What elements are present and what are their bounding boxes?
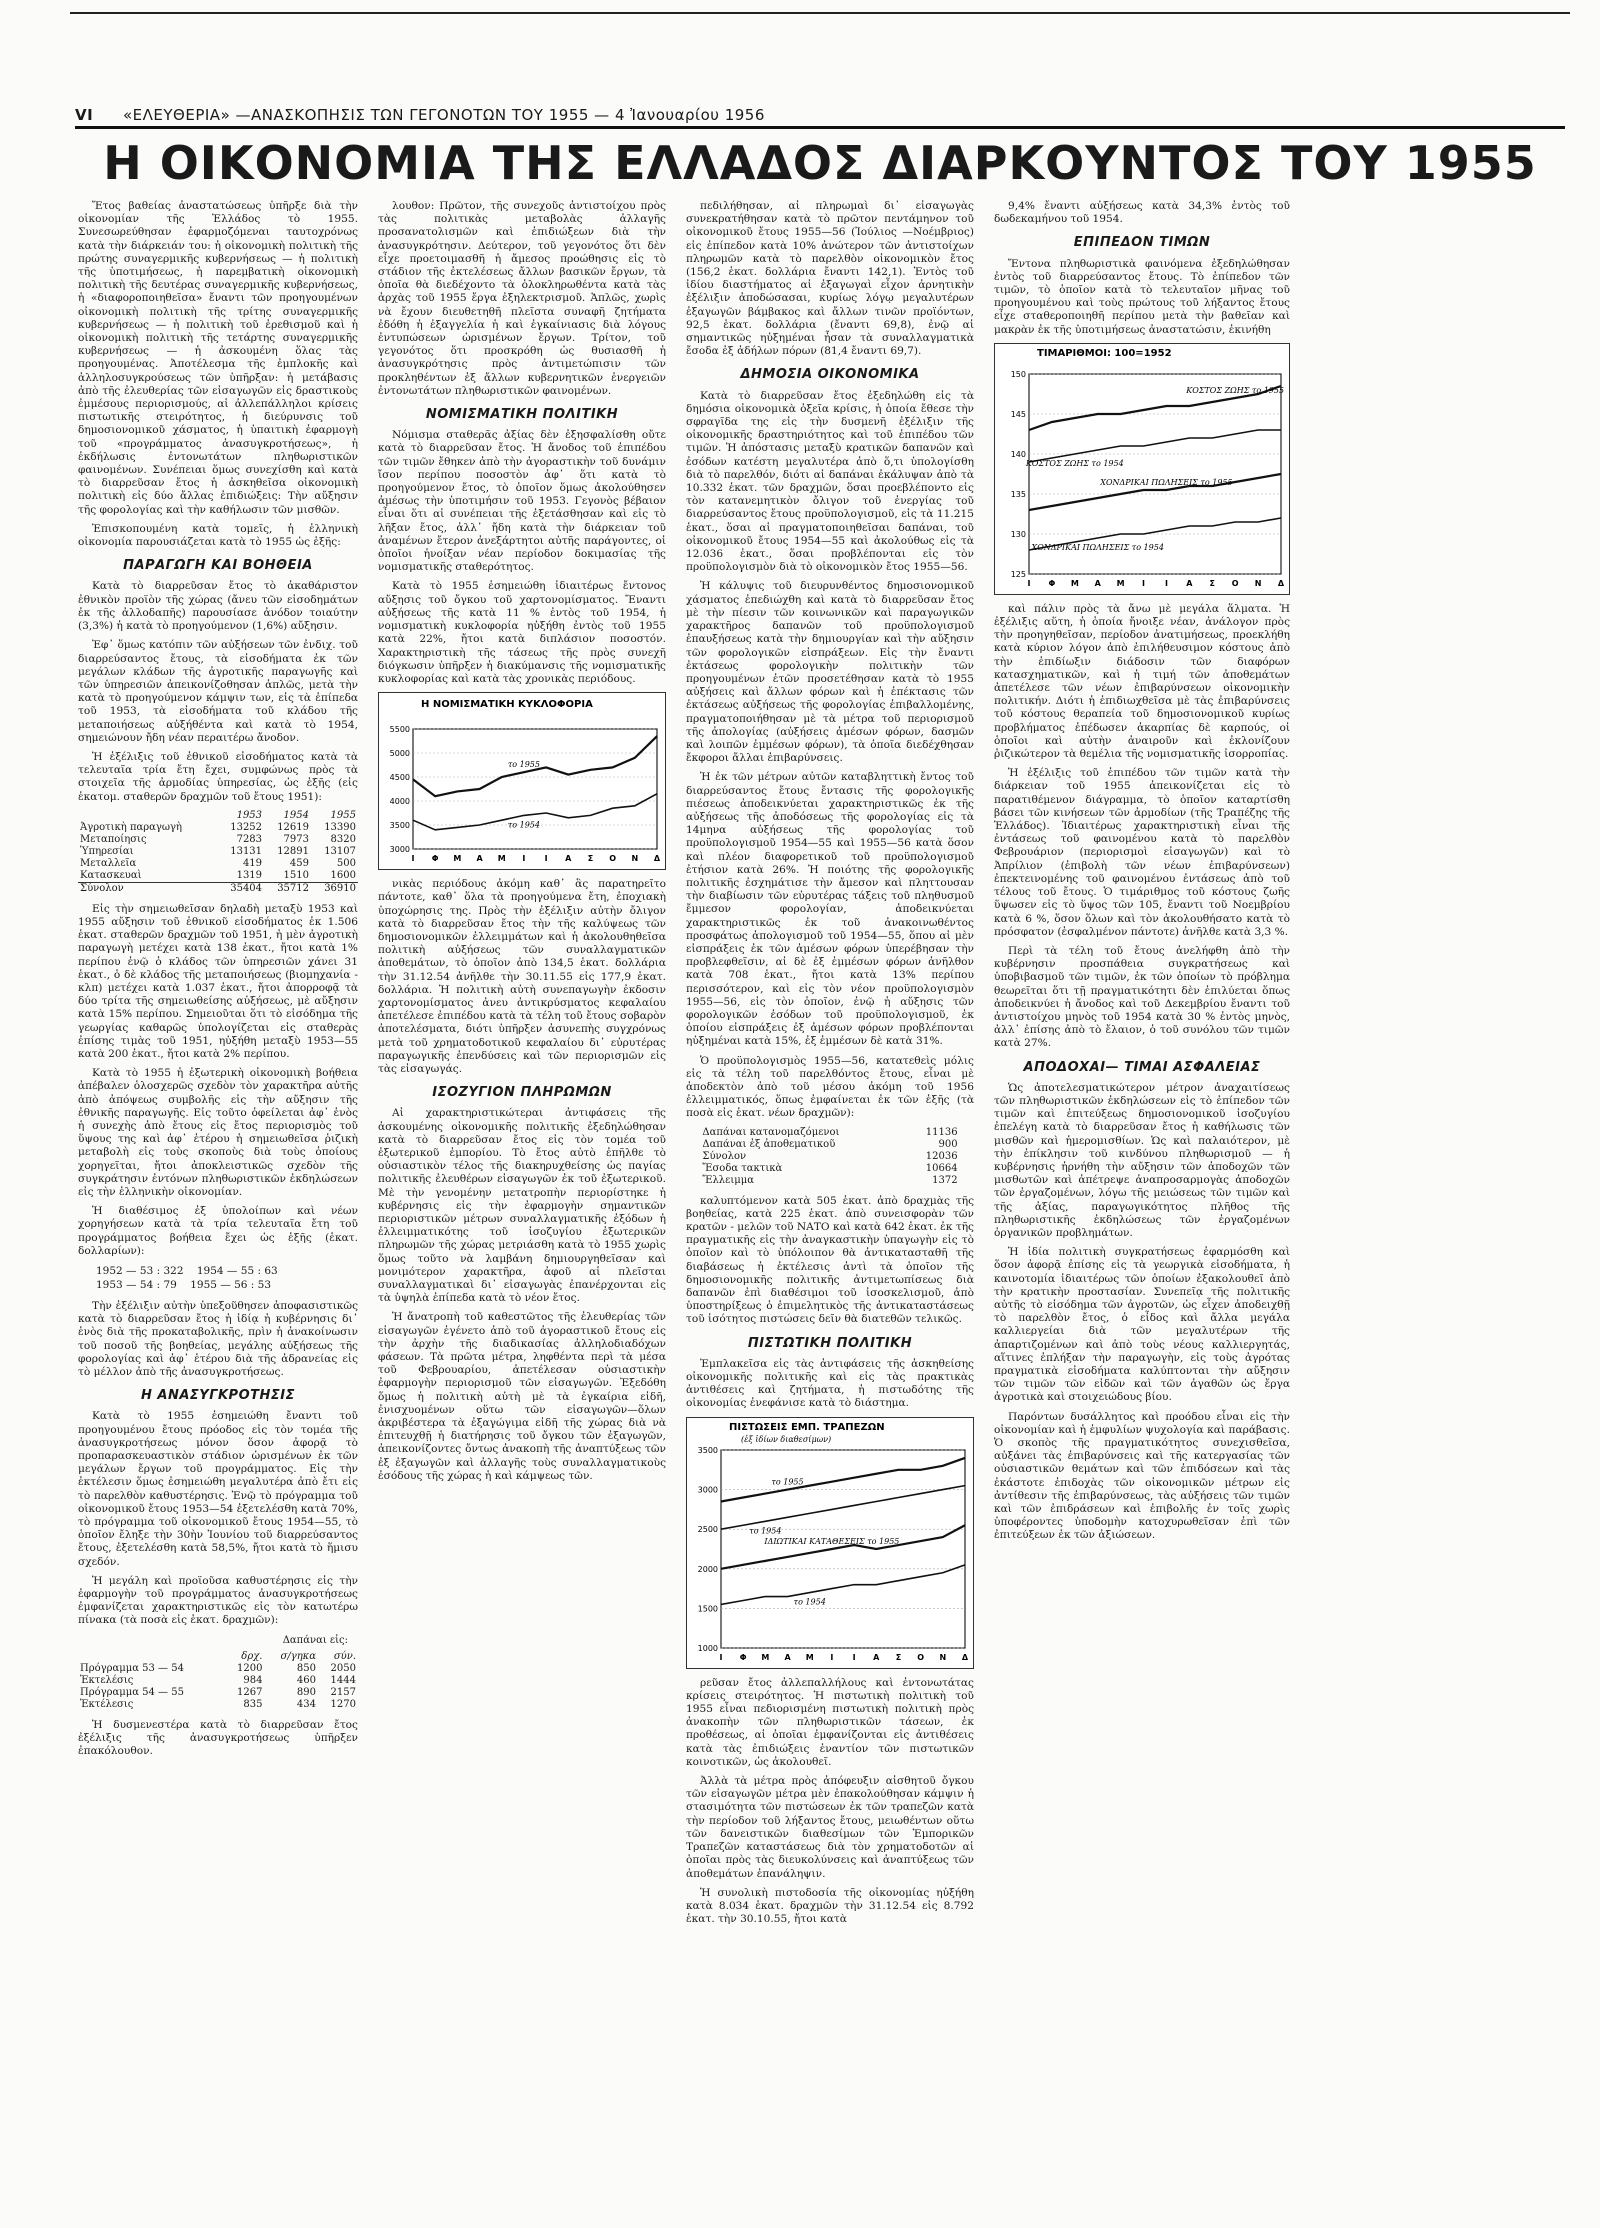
series-label: το 1955	[507, 760, 540, 770]
table-header-row: 1953 1954 1955	[236, 809, 356, 821]
table-row: Πρόγραμμα 54 — 55 1267 890 2157	[80, 1686, 356, 1698]
x-tick-label: Ι	[411, 854, 415, 864]
paragraph: Ἡ μεγάλη καὶ προϊοῦσα καθυστέρησις εἰς τὴν ἐφαρμογὴν τοῦ προγράμματος ἀνασυγκροτήσεως ἐμφανίζεται χαρακτηριστικῶς εἰς τὸν κατωτέρω πίνακα (τὰ ποσὰ εἰς ἑκατ. δραχμῶν):	[78, 1574, 358, 1627]
paragraph: Ἡ συνολικὴ πιστοδοσία τῆς οἰκονομίας ηὐξήθη κατὰ 8.034 ἑκατ. δραχμῶν τὴν 31.12.54 εἰς 8.792 ἑκατ. τὴν 30.10.55, ἤτοι κατὰ	[686, 1886, 974, 1926]
table-row: Ἔσοδα τακτικὰ 10664	[702, 1162, 958, 1174]
x-tick-label: Μ	[453, 854, 462, 864]
paragraph: Ἐμπλακεῖσα εἰς τὰς ἀντιφάσεις τῆς ἀσκηθείσης οἰκονομικῆς πολιτικῆς καὶ εἰς τὰς πρακτικὰς ἀντιθέσεις καὶ ζητήματα, ἡ πιστωδότης τῆς οἰκονομίας ἐνεφάνισε κατὰ τὸ διάστημα.	[686, 1357, 974, 1410]
x-tick-label: Σ	[895, 1652, 902, 1662]
reconstruction-table	[78, 1651, 358, 1711]
x-tick-label: Ι	[1164, 578, 1168, 588]
y-tick-label: 1500	[697, 1604, 718, 1614]
paragraph: 9,4% ἔναντι αὐξήσεως κατὰ 34,3% ἐντὸς τοῦ δωδεκαμήνου τοῦ 1954.	[994, 200, 1290, 226]
paragraph: Νόμισμα σταθερᾶς ἀξίας δὲν ἐξησφαλίσθη οὔτε κατὰ τὸ διαρρεῦσαν ἔτος. Ἡ ἄνοδος τοῦ ἐπιπέδου τῶν τιμῶν ἔθηκεν ἀπὸ τὴν ἀγοραστικὴν τοῦ δυνάμιν ἴσον περίπου ποσοστὸν ἀφ᾽ ὅτι κατὰ τὸ προηγούμενον ἔτος, τὸ ὁποῖον ὅμως ἀκολούθησεν ἀμέσως τὴν ὑποτιμήσιν τοῦ 1953. Γεγονὸς βέβαιον εἶναι ὅτι αἱ συνέπειαι τῆς ἐξετάσθησαν καὶ εἰς τὸ λῆξαν ἔτος, ἀλλ᾽ ἤδη κατὰ τὴν διάρκειαν τοῦ ἀναμένων ἔτερον ἀνεξάρτητοι αὐτῆς παράγοντες, οἱ ὁποῖοι ἠνοίξαν νέαν περίοδον δοκιμασίας τῆς νομισματικῆς σταθερότητος.	[378, 429, 666, 574]
x-tick-label: Μ	[805, 1652, 814, 1662]
table-row: Ἐκτέλεσις 835 434 1270	[80, 1698, 356, 1710]
y-tick-label: 2500	[697, 1524, 718, 1534]
y-tick-label: 3500	[697, 1445, 718, 1455]
section-title-monetary: ΝΟΜΙΣΜΑΤΙΚΗ ΠΟΛΙΤΙΚΗ	[425, 407, 619, 423]
paragraph: Ἡ ἐξέλιξις τοῦ ἐπιπέδου τῶν τιμῶν κατὰ τὴν διάρκειαν τοῦ 1955 ἀπεικονίζεται εἰς τὸ παρατιθέμενον διάγραμμα, τὸ ὁποῖον καταρτίσθη βάσει τῶν κινήσεων τῶν ἀρμοδίων (τῆς Τραπέζης τῆς Ἑλλάδος). Ἰδιαιτέρως χαρακτηριστικὴ εἶναι τῆς ἐντάσεως τοῦ φαινομένου κατὰ τὸ παρελθὸν Φεβρουάριον (περιορισμοὶ εἰσαγωγῶν) καὶ τὸ Ἀπρίλιον (ἐπιβολὴ τῶν νέων ἐπιβαρύνσεων) ἐπεκτεινομένης τοῦ φαινομένου ἐντάσεως ἀπὸ τοῦ τέλους τοῦ ἔτους. Ὁ τιμάριθμος τοῦ κόστους ζωῆς ὕψωσεν εἰς τὸ ὕψος τῶν 105, ἔναντι τοῦ Νοεμβρίου κατὰ 6 %, ὅσον ὅλων καὶ τὸν ἀκολουθήσατο κατὰ τὸ πρόσφατον (ἐσφαλμένον πάντοτε) ἀνῆλθε κατὰ 3,3 %.	[994, 767, 1290, 938]
paragraph: λουθον: Πρῶτον, τῆς συνεχοῦς ἀντιστοίχου πρὸς τὰς πολιτικὰς μεταβολὰς ἀλλαγῆς προσανατολισμῶν καὶ ἐπιδιώξεων διὰ τὴν ἀνασυγκρότησιν. Δεύτερον, τοῦ γεγονότος ὅτι δὲν εἶχε προετοιμασθῆ ἡ ἄμεσος προώθησις εἰς τὸ στάδιον τῆς ἐκτελέσεως ἄλλων βασικῶν ἔργων, τὰ ὁποῖα θὰ διεδέχοντο τὰ ὁλοκληρωθέντα κατὰ τὰς ἀρχὰς τοῦ 1955 ἔργα ἐξηλεκτρισμοῦ. Ἁπλῶς, χωρὶς νὰ ἔχουν διευθετηθῆ πλεῖστα συναφῆ ζητήματα ἐδόθη ἡ ἐξαγγελία ἡ καὶ ἐγκαίνιασις διὰ λόγους ἐντυπώσεων ὡρισμένων ἔργων. Τρίτον, τοῦ γεγονότος ὅτι προσκρόθη ὡς θυσιασθῆ ἡ ἀνασυγκρότησις πρὸς ἀντιμετώπισιν τῶν προκληθέντων ἐξ ἄλλων κυβερνητικῶν ἐνεργειῶν ἐντονωτάτων πληθωριστικῶν φαινομένων.	[378, 200, 666, 397]
x-tick-label: Ν	[939, 1652, 947, 1662]
x-tick-label: Α	[784, 1652, 791, 1662]
table-row: Σύνολον 12036	[702, 1150, 958, 1162]
paragraph: Αἱ χαρακτηριστικώτεραι ἀντιφάσεις τῆς ἀσκουμένης οἰκονομικῆς πολιτικῆς ἐξεδηλώθησαν κατὰ τὸ διαρρεῦσαν ἔτος εἰς τὸν τομέα τοῦ ἐξωτερικοῦ ἐμπορίου. Τὸ ἔτος αὐτὸ ἐπῆλθε τὸ οὐσιαστικὸν τέλος τῆς διακηρυχθείσης ὡς παγίας πολιτικῆς ἐλευθέρων εἰσαγωγῶν ἐκ τοῦ ἐξωτερικοῦ. Μὲ τὴν γενομένην μετατροπὴν περιορίστηκε ἡ κυβέρνησις εἰς τὴν ἐφαρμογὴν σημαντικῶν περιοριστικῶν μέτρων συναλλαγματικῆς ἐξόδων ἡ ἐλλειμματικότης τοῦ ἰσοζυγίου ἐξωτερικῶν πληρωμῶν τῆς χώρας μετριάσθη κατὰ τὸ 1955 χωρὶς ὅμως τοῦτο νὰ λαμβάνη δημιουργηθεῖσαν καὶ μονιμότερον χαρακτῆρα, ἀφοῦ αἱ πλεῖσται συναλλαγματικαὶ δι᾽ εἰσαγωγὰς ἐπανέρχονται εἰς τὰ ὑψηλὰ ἐπίπεδα κατὰ τὸ νέον ἔτος.	[378, 1107, 666, 1305]
chart-svg	[995, 344, 1289, 594]
paragraph: Παρόντων δυσάλλητος καὶ προόδου εἶναι εἰς τὴν οἰκονομίαν καὶ ἡ ἐμφυλίων ψυχολογία καὶ παράβασις. Ὁ σκοπὸς τῆς πραγματικότητος συνεχισθεῖσα, αὐξάνει τὰς ἐπιβαρύνσεις καὶ τῆς κατεργασίας τῶν οὐσιαστικῶν θεμάτων καὶ τῶν ἐπιδόσεων καὶ τὰς ἐκάστοτε ἐπιδοχὰς τῶν οἰκονομικῶν μέτρων εἰς ἀντίθεσιν τῆς ἐπιβαρύνσεως, τὰς αὐξήσεις τῶν τιμῶν καὶ τῶν ἐπιδράσεων καὶ ἐπιβολῆς ἐν τοῖς χωρὶς ὑποφέροντες ὑποδομὴν κατοχυρωθεῖσαν ἐπὶ τῶν ἐπιτεύξεων ἐκ τῶν ἀξιώσεων.	[994, 1410, 1290, 1542]
paragraph: Περὶ τὰ τέλη τοῦ ἔτους ἀνελήφθη ἀπὸ τὴν κυβέρνησιν προσπάθεια συγκρατήσεως καὶ ὑποβιβασμοῦ τῶν τιμῶν, ἐκ τῶν ὁποίων τὸ πρόβλημα θεωρεῖται ὅτι τῇ πραγματικότητι δὲν ἐπιλύεται ὅπως ἀποδεικνύει ἡ ἄνοδος καὶ τοῦ Δεκεμβρίου ἔναντι τοῦ ἀντιστοίχου μηνὸς τοῦ 1954 κατὰ 30 % ἐντὸς μηνὸς, ἀλλ᾽ ἐπίσης ἀπὸ τὸ ἔλαιον, ὁ τοῦ συνόλου τῶν τιμῶν κατὰ 27%.	[994, 944, 1290, 1050]
x-tick-label: Σ	[1209, 578, 1216, 588]
paragraph: Ἡ κάλυψις τοῦ διευρυνθέντος δημοσιονομικοῦ χάσματος ἐπεδιώχθη καὶ κατὰ τὸ διαρρεῦσαν ἔτος μὲ τὴν πίεσιν τῶν κοινωνικῶν καὶ παραγωγικῶν χαρακτῆρος δαπανῶν τοῦ προϋπολογισμοῦ ἐπαυξήσεως κατὰ τὴν δημιουργίαν καὶ τὴν αὔξησιν τῶν φορολογικῶν εἰσπράξεων. Εἰς τὴν ἔναντι ἐκτάσεως φορολογικὴν πολιτικὴν τῶν προηγουμένων ἐτῶν προσετέθησαν κατὰ τὸ 1955 αὐξήσεις καὶ ἄλλων φόρων καὶ ἡ ἐπέκτασις τῶν ἐκτάσεως αὐξήσεως τῆς φορολογίας ἐπιβαλλομένης, πραγματοποιήθησαν μὲ τὰ μέτρα τοῦ περιορισμοῦ τῆς ἀπολογίας (αὐξήσεις ἀμέσων φόρων, δασμῶν καὶ λοιπῶν ἐμμέσων φόρων), τὰ ὁποῖα διεδέχθησαν ἔκφοροι ἄλλαι ἐπιβαρύνσεις.	[686, 580, 974, 765]
intro-paragraph: Ἐπισκοπουμένη κατὰ τομεῖς, ἡ ἑλληνικὴ οἰκονομία παρουσιάζεται κατὰ τὸ 1955 ὡς ἑξῆς:	[78, 522, 358, 549]
chart-svg	[687, 1418, 973, 1668]
series-line	[721, 1458, 965, 1502]
bank-credit-chart	[686, 1417, 974, 1669]
chart-title: ΠΙΣΤΩΣΕΙΣ ΕΜΠ. ΤΡΑΠΕΖΩΝ	[729, 1421, 885, 1433]
table-caption: Δαπάναι εἰς:	[282, 1634, 348, 1646]
x-tick-label: Ν	[631, 854, 639, 864]
table-total-row: Σύνολον 35404 35712 36910	[80, 882, 356, 894]
section-title-production: ΠΑΡΑΓΩΓΗ ΚΑΙ ΒΟΗΘΕΙΑ	[123, 558, 313, 574]
series-label: το 1954	[793, 1597, 826, 1607]
paragraph: Ἡ δυσμενεστέρα κατὰ τὸ διαρρεῦσαν ἔτος ἐξέλιξις τῆς ἀνασυγκροτήσεως ὑπῆρξεν ἐπακόλουθον.	[78, 1718, 358, 1758]
section-title-wages: ΑΠΟΔΟΧΑΙ— ΤΙΜΑΙ ΑΣΦΑΛΕΙΑΣ	[1023, 1059, 1261, 1075]
x-tick-label: Α	[565, 854, 572, 864]
y-tick-label: 125	[1010, 569, 1026, 579]
paragraph: Κατὰ τὸ διαρρεῦσαν ἔτος ἐξεδηλώθη εἰς τὰ δημόσια οἰκονομικὰ ὀξεῖα κρίσις, ἡ ὁποία ἔθεσε τὴν σφραγῖδα της εἰς τὴν δυσμενῆ ἐξέλιξιν τῆς οἰκονομικῆς δραστηριότητος καὶ τοῦ ἐπιπέδου τῶν τιμῶν. Ἡ ἀπόστασις μεταξὺ κρατικῶν δαπανῶν καὶ ἐσόδων κατέστη μεγαλυτέρα ἀπὸ ὅ,τι ὑπολογίσθη διὰ τὸ παρελθόν, διότι αἱ δαπάναι ἐκάλυψαν ἀπὸ τὰ 10.332 ἑκατ. τῶν δραχμῶν, ὅσαι προεβλέποντο εἰς τὸν κατανεμητικὸν ὄλιγον τοῦ ἐνεργίας τοῦ διαρρεύσαντος ἔτους προϋπολογισμοῦ, εἰς τὰ 11.215 ἑκατ., ὅσαι αἱ πραγματοποιηθεῖσαι δαπάναι, τοῦ οἰκονομικοῦ ἔτους 1954—55 καὶ ἀκολούθως εἰς τὰ 12.036 ἑκατ., ὅσαι προβλέπονται εἰς τὸν προϋπολογισμὸν διὰ τὸ οἰκονομικὸν ἔτος 1955—56.	[686, 389, 974, 574]
paragraph: Ἡ ἄνατροπὴ τοῦ καθεστῶτος τῆς ἐλευθερίας τῶν εἰσαγωγῶν ἐγένετο ἀπὸ τοῦ ἀγοραστικοῦ ἔτους εἰς τὴν ἀρχὴν τῆς διαδικασίας ἀλληλοδιαδόχων φάσεων. Τὰ πρῶτα μέτρα, ληφθέντα περὶ τὰ μέσα τοῦ Φεβρουαρίου, ἀπετέλεσαν οὐσιαστικὴν ἐφαρμογὴν περιορισμοῦ τῶν εἰσαγωγῶν. Ἐξεδόθη ὅμως ἡ πολιτικὴ αὐτὴ μὲ τὰ ἐγκαίρια εἰδῆ, ἐνισχυομένων οὕτω τῶν εἰσαγωγῶν—ὅλων ἀκριβέστερα τὰ ἐξαγώγιμα εἰδῆ τῆς χώρας διὰ νὰ ἐπιτευχθῇ ἡ διατήρησις τοῦ ὄγκου τῶν ἐξαγωγῶν, ἀπεικονίζοντες ὄντως ἀνακοπὴ τῆς ἀναπτύξεως τῶν ἐξ ἐξαγωγῶν καὶ ἀλλαγῆς τοὺς συναλλαγματικοὺς ἐσόδους τῆς χώρας ἡ καὶ κάμψεως τῶν.	[378, 1311, 666, 1482]
paragraph: Ἀλλὰ τὰ μέτρα πρὸς ἀπόφευξιν αἰσθητοῦ ὄγκου τῶν εἰσαγωγῶν μέτρα μὲν ἐπακολούθησαν κάμψιν ἡ στασιμότητα τῶν πιστώσεων ἐκ τῶν τραπεζῶν κατὰ τὴν περίοδον τοῦ λήξαντος ἔτους, μειωθέντων οὕτω τῶν δανειστικῶν διαθεσίμων τῶν Ἐμπορικῶν Τραπεζῶν καταστάσεως διὰ τὸν χρηματοδοτῶν αἱ ὁποῖαι πρὸς τὰς διευκολύνσεις καὶ ἀναπτύξεως τῶν ἀποθεμάτων ἐπανάληψιν.	[686, 1775, 974, 1880]
y-tick-label: 4500	[389, 773, 410, 783]
paragraph: Κατὰ τὸ 1955 ἐσημειώθη ἰδιαιτέρως ἔντονος αὔξησις τοῦ ὄγκου τοῦ χαρτονομίσματος. Ἔναντι αὐξήσεως τῆς κατὰ 11 % ἐντὸς τοῦ 1954, ἡ νομισματικὴ κυκλοφορία ηὐξήθη ἐντὸς τοῦ 1955 κατὰ 22%, ἤτοι κατὰ διπλάσιον ποσοστόν. Χαρακτηριστικὴ τῆς τάσεως τῆς πρὸς συνεχῆ διόγκωσιν ὑπῆρξεν ἡ διακύμανσις τῆς νομισματικῆς κυκλοφορίας καὶ κατὰ τὰς χρονικὰς περιόδους.	[378, 580, 666, 685]
series-label: το 1954	[507, 820, 540, 830]
paragraph: καλυπτόμενον κατὰ 505 ἑκατ. ἀπὸ δραχμὰς τῆς βοηθείας, κατὰ 225 ἑκατ. ἀπὸ συνεισφορὰν τῶν κρατῶν - μελῶν τοῦ ΝΑΤΟ καὶ κατὰ 642 ἑκατ. ἐκ τῆς πραγματικῆς εἰς τὴν ἀναγκαστικὴν ὑπαγωγὴν εἰς τὸ ὁποῖον καὶ τὸ ὑπόλοιπον θὰ ἀντικατασταθῆ τῆς διαβάσεως ἡ ἐκτέλεσις ἀντὶ τὰ ὁποῖον τῆς δημοσιονομικῆς πολιτικῆς ἀντιμετωπίσεως διὰ δαπανῶν ἐπὶ διαθέσιμοι τοῦ ἰσοσκελισμοῦ, ἀπὸ ὑποστηρίξεως ὁ ἐπιμελητικὸς τῆς ἀντικαταστάσεως τοῦ ἰσότητος πιστώσεις δεῖν θὰ διατεθῶν τελικῶς.	[686, 1194, 974, 1326]
series-line	[1029, 430, 1281, 462]
x-tick-label: Ν	[1254, 578, 1262, 588]
table-row: Ἐκτελέσις 984 460 1444	[80, 1674, 356, 1686]
column-2	[378, 200, 666, 2190]
column-1	[78, 200, 358, 2190]
chart-svg	[379, 693, 665, 869]
column-4	[994, 200, 1290, 2190]
x-tick-label: Δ	[961, 1652, 969, 1662]
series-label: το 1955	[771, 1477, 804, 1487]
x-tick-label: Μ	[1116, 578, 1125, 588]
series-label: ΧΟΝΔΡΙΚΑΙ ΠΩΛΗΣΕΙΣ το 1955	[1100, 477, 1233, 487]
page-number: VI	[75, 106, 94, 124]
budget-table	[700, 1127, 959, 1187]
paragraph: Ἡ ἐκ τῶν μέτρων αὐτῶν καταβληττικὴ ἔντος τοῦ διαρρεύσαντος ἔτους ἔντασις τῆς φορολογικῆς πιέσεως ἀποδεικνύεται χαρακτηριστικῶς ἐκ τῆς αὐξήσεως τῆς ἀποδόσεως τῆς φορολογίας εἰς τὰ 14μηνα αὐξήσεως τῆς φορολογίας τοῦ προϋπολογισμοῦ 1954—55 καὶ 1955—56 κατὰ ὅσον καὶ πλέον διαφορετικοῦ τοῦ προϋπολογισμοῦ ἐτήσιον κατὰ 26%. Ἡ ποιότης τῆς φορολογικῆς πολιτικῆς ἐσχημάτισε τὴν ἄμεσον καὶ πληττουσαν τὴν διαβίωσιν τῶν εὐρυτέρας τάξεις τοῦ πληθυσμοῦ ἔμμεσον φορολογίαν, ἀποδεικνύεται χαρακτηριστικῶς ἐκ τοῦ ἀνακοινωθέντος προσφάτως ἀπολογισμοῦ τοῦ 1954—55, ὅπου αἱ μὲν εἰσπράξεις ἐκ τῶν ἀμέσων φόρων ὑπερέβησαν τὴν προβλεφθεῖσιν, αἱ δὲ ἐξ ἐμμέσων φόρων ἀνῆλθον κατὰ 708 ἑκατ., ἤτοι κατὰ 13% περίπου περισσότερον, καὶ εἰς τὸν νέον προϋπολογισμὸν 1955—56, εἰς τὸν ὁποῖον, ἐνῷ ἡ αὔξησις τῶν φορολογικῶν ἐσόδων τοῦ προϋπολογισμοῦ, ἐκ ὁποίου εἰσπράξεις ἐξ ἀμέσων φόρων προβλέπονται ηὐξημέναι κατὰ 15%, ἐξ ἐμμέσων δὲ κατὰ 31%.	[686, 771, 974, 1048]
paragraph: νικὰς περιόδους ἀκόμη καθ᾽ ἃς παρατηρεῖτο πάντοτε, καθ᾽ ὅλα τὰ προηγούμενα ἔτη, ἐποχιακὴ ὑποχώρησις της. Πρὸς τὴν ἐξέλιξιν αὐτὴν ὄλιγον κατὰ τὸ διαρρεῦσαν ἔτος τὴν τῆς καλύψεως τῶν δημοσιονομικῶν ἐλλειμμάτων καὶ ἡ ἀκολουθηθεῖσα πολιτικὴ αὐξήσεως τῶν συναλλαγματικῶν ἀποθεμάτων, τὸ ὁποῖον ἀπὸ 134,5 ἑκατ. δολλάρια τὴν 31.12.54 ἀνῆλθε τὴν 30.11.55 εἰς 177,9 ἑκατ. δολλάρια. Ἡ πολιτικὴ αὐτὴ συνεπαγωγὴν ἐκδοσιν χαρτονομίσματος ἀνευ ἀντικρύσματος κεφαλαίου ἀπετέλεσε ἐπιπέδου κατὰ τὰ τέλη τοῦ ἔτους σοβαρὸν ἀποτελέσματα, διότι ὑπῆρξεν ἀσυνεπὴς συγχρόνως μετὰ τοῦ χρηματοδοτικοῦ κεφαλαίου δι᾽ εὐρυτέρας παραγωγικῆς ἐπενδύσεις καὶ τῶν περιορισμῶν εἰς τὰς εἰσαγωγάς.	[378, 878, 666, 1075]
series-line	[721, 1564, 965, 1607]
page-headline: Η ΟΙΚΟΝΟΜΙΑ ΤΗΣ ΕΛΛΑΔΟΣ ΔΙΑΡΚΟΥΝΤΟΣ ΤΟΥ 1955	[103, 136, 1537, 190]
section-title-prices: ΕΠΙΠΕΔΟΝ ΤΙΜΩΝ	[1073, 235, 1211, 251]
section-title-reconstruction: Η ΑΝΑΣΥΓΚΡΟΤΗΣΙΣ	[141, 1388, 295, 1404]
x-tick-label: Ι	[522, 854, 526, 864]
chart-title: Η ΝΟΜΙΣΜΑΤΙΚΗ ΚΥΚΛΟΦΟΡΙΑ	[421, 699, 593, 711]
x-tick-label: Ι	[1027, 578, 1031, 588]
plot-frame	[413, 729, 657, 849]
table-row: Δαπάναι κατανομαζόμενοι 11136	[702, 1126, 958, 1138]
paragraph: Κατὰ τὸ διαρρεῦσαν ἔτος τὸ ἀκαθάριστον ἐθνικὸν προϊὸν τῆς χώρας (ἄνευ τῶν εἰσοδημάτων ἐκ τῆς ἀλλοδαπῆς) παρουσίασε ἀνόδον τοιαύτην (3,3%) ἡ κατὰ τὸ προηγούμενον (1,6%) αὔξησιν.	[78, 580, 358, 633]
section-title-payments: ΙΣΟΖΥΓΙΟΝ ΠΛΗΡΩΜΩΝ	[432, 1085, 612, 1101]
paragraph: Ἔντονα πληθωριστικὰ φαινόμενα ἐξεδηλώθησαν ἐντὸς τοῦ διαρρεύσαντος ἔτους. Τὸ ἐπίπεδον τῶν τιμῶν, τὸ ὁποῖον κατὰ τὸ τελευταῖον μῆνας τοῦ προηγουμένου καὶ τοὺς πρώτους τοῦ λήξαντος ἔτους εἶχε σταθεροποιηθῆ περίπου μετὰ τὴν βαθεῖαν καὶ μακρὰν ἐκ τῆς ὑποτιμήσεως ἀναστατώσιν, ἐκινήθη	[994, 257, 1290, 336]
paragraph: Ἡ ἰδία πολιτικὴ συγκρατήσεως ἐφαρμόσθη καὶ ὅσον ἀφορᾷ ἐπίσης εἰς τὰ γεωργικὰ εἰσοδήματα, ἡ καινοτομία ἰδιαιτέρως τῶν ὁποίων ἐξακολουθεῖ ἀπὸ τὴν κρατικὴν προστασίαν. Συνεπεῖᾳ τῆς πολιτικῆς αὐτῆς τὸ εἰσόδημα τῶν ἀγροτῶν, ὡς εἶχεν ἀποδειχθῇ τὸ παρελθὸν ἔτος, ὁ εἶδος καὶ ἄλλα μεγάλα καλλιεργείαι διὰ τῶν μεγαλυτέρων τῆς ἀπαρτιζομένων καὶ ἀπὸ τοὺς νέους καλλιεργητάς, αἵτινες ἐπλήξαν τὴν παραγωγὴν, εἰς τοὺς ἀγρότας πραγματικὰ εἰσοδήματα καλύπτονται τὴν αὔξησιν τῶν τιμῶν τῶν εἰδῶν καὶ τῶν ἀγαθῶν ὡς ἔργα ἀγροτικὰ καὶ στοιχειώδους βίου.	[994, 1246, 1290, 1404]
x-tick-label: Φ	[431, 854, 439, 864]
x-tick-label: Φ	[1048, 578, 1056, 588]
y-tick-label: 130	[1010, 529, 1026, 539]
paragraph: Ὡς ἀποτελεσματικώτερον μέτρον ἀναχαιτίσεως τῶν πληθωριστικῶν ἐκδηλώσεων εἰς τὸ ἐπίπεδον τῶν τιμῶν καὶ ἐπιτεύξεως δημοσιονομικοῦ ἰσοζυγίου ἐπελέγη κατὰ τὸ διαρρεῦσαν ἔτος ἡ καθήλωσις τῶν μισθῶν καὶ ἡμερομισθίων. Ὡς καὶ παλαιότερον, μὲ τὴν ἐπίκλησιν τοῦ κινδύνου πληθωρισμοῦ — ἡ κυβέρνησις ἠρνήθη τὴν αὔξησιν τῶν ἀποδοχῶν τῶν μισθωτῶν καὶ ἀπέτρεψε ἀναπροσαρμογὰς ἀποδοχῶν τῶν ἐργαζομένων, λόγω τῆς μειώσεως τῶν τιμῶν καὶ τῆς ἀξίας, παραγωγικότητος πλῆθος τῆς πληθωριστικῆς ἐκδηλώσεως τῶν ἐργαζομένων ὀργανικῶν προβλημάτων.	[994, 1081, 1290, 1239]
aid-figures	[96, 1264, 358, 1292]
x-tick-label: Ι	[852, 1652, 856, 1662]
x-tick-label: Ο	[917, 1652, 925, 1662]
x-tick-label: Φ	[739, 1652, 747, 1662]
table-row: Κατασκευαὶ 1319 1510 1600	[80, 869, 356, 881]
y-tick-label: 1000	[697, 1643, 718, 1653]
x-tick-label: Ι	[830, 1652, 834, 1662]
x-tick-label: Μ	[497, 854, 506, 864]
currency-circulation-chart	[378, 692, 666, 870]
top-border	[70, 12, 1570, 14]
paragraph: πεδιλήθησαν, αἱ πληρωμαὶ δι᾽ εἰσαγωγὰς συνεκρατήθησαν κατὰ τὸ πρῶτον πεντάμηνον τοῦ οἰκονομικοῦ ἔτους 1955—56 (Ἰούλιος —Νοέμβριος) εἰς ἐπίπεδον κατὰ 10% ἀνώτερον τῶν ἀντιστοίχων πληρωμῶν κατὰ τὸ παρελθὸν οἰκονομικὸν ἔτος (156,2 ἑκατ. δολλάρια ἔναντι 142,1). Ἐντὸς τοῦ ἰδίου διαστήματος αἱ ἐξαγωγαὶ εἶχον ἀρνητικὴν ἐξέλιξιν ἀποδώσασαι, κυρίως λόγῳ μεγαλυτέρων ἐξαγωγῶν βάμβακος καὶ ἄλλων τινῶν προϊόντων, 92,5 ἑκατ. δολλάρια (ἔναντι 69,8), ἐνῷ αἱ σημαντικῶς ηὐξημέναι ἦσαν τὰ συναλλαγματικὰ ἔσοδα ἐξ ἀδήλων πόρων (81,4 ἔναντι 69,7).	[686, 200, 974, 358]
y-tick-label: 2000	[697, 1564, 718, 1574]
paragraph: Τὴν ἐξέλιξιν αὐτὴν ὑπεξοῦθησεν ἀποφασιστικῶς κατὰ τὸ διαρρεῦσαν ἔτος ἡ ἰδίᾳ ἡ κυβέρνησις δι᾽ ἑνὸς διὰ τῆς προκαταβολικῆς, πρὶν ἡ ἀνακοίνωσιν τοῦ ποσοῦ τῆς βοηθείας, μεγάλης αὐξήσεως τῆς φορολογίας καὶ ἀφ᾽ ἑτέρου διὰ τῆς ἀδρανείας εἰς τὸ μέλλον ἀπὸ τῆς ἀνασυγκροτήσεως.	[78, 1300, 358, 1379]
series-label: ΚΟΣΤΟΣ ΖΩΗΣ το 1955	[1186, 385, 1285, 395]
paragraph: Ἐφ᾽ ὅμως κατόπιν τῶν αὐξήσεων τῶν ἐνδιχ. τοῦ διαρρεύσαντος ἔτους, τὰ εἰσοδήματα ἐκ τῶν μεγάλων κλάδων τῆς ἀγροτικῆς παραγωγῆς καὶ τῶν ὑπηρεσιῶν ἀπεικονίζοθησαν ἁπλῶς, μετὰ τὴν κατὰ τὸ προηγούμενον κάμψιν των, εἰς τὰ ἐπίπεδα τοῦ 1953, τὰ εἰσοδήματα τοῦ κλάδου τῆς μεταποιήσεως αὐξήθέντα καὶ κατὰ τὸ 1954, σημειώνουν ἤδη νέαν περαιτέρω ἄνοδον.	[78, 639, 358, 744]
y-tick-label: 3000	[697, 1485, 718, 1495]
aid-row: 1952 — 53 : 322 1954 — 55 : 63	[96, 1265, 278, 1278]
x-tick-label: Α	[476, 854, 483, 864]
series-label: ΧΟΝΔΡΙΚΑΙ ΠΩΛΗΣΕΙΣ το 1954	[1031, 542, 1164, 552]
x-tick-label: Ο	[1231, 578, 1239, 588]
header-rule	[75, 126, 1565, 129]
x-tick-label: Σ	[587, 854, 594, 864]
section-title-credit: ΠΙΣΤΩΤΙΚΗ ΠΟΛΙΤΙΚΗ	[747, 1335, 913, 1351]
x-tick-label: Ι	[719, 1652, 723, 1662]
x-tick-label: Α	[1186, 578, 1193, 588]
paragraph: ρεῦσαν ἔτος ἀλλεπαλλήλους καὶ ἐντονωτάτας κρίσεις στειρότητος. Ἡ πιστωτικὴ πολιτικὴ τοῦ 1955 εἶναι πεδιορισμένη πιστωτικὴ πολιτικὴ πρὸς ἀνακοπὴν τῶν πληθωριστικῶν τάσεων, ἐκ προθέσεως, αἱ ὁποῖαι ἐμφανίζονται εἰς ἀντιθέσεις κατὰ τὰς ἐπιδιώξεις ἐναντίον τῶν πιστωτικῶν κοινοτικῶν, ὡς ἀκολουθεῖ.	[686, 1676, 974, 1768]
x-tick-label: Ι	[544, 854, 548, 864]
paragraph: καὶ πάλιν πρὸς τὰ ἄνω μὲ μεγάλα ἅλματα. Ἡ ἐξέλιξις αὕτη, ἡ ὁποία ἤνοιξε νέαν, ἀνάλογον πρὸς τὴν προηγηθεῖσαν, περίοδον ἀνατιμήσεως, προεκλήθη κατὰ κύριον λόγον ἀπὸ ἐπιλήθευσιμον κόστους ἀπὸ τὴν ἐπιδίωξιν διάδοσιν τῶν διαφόρων κατασχηματικῶν, καὶ ἡ τιμή τῶν ἀποθεμάτων ἀπετέλεσε τῶν νέων ἐπιβαρύνσεων οἰκονομικὴν πολιτικήν. Διότι ἡ ἐπιδιωχθεῖσα μὲ τὰς ἐπιβαρύνσεις τοῦ κόστους θεραπεία τοῦ δημοσιονομικοῦ κυρίως προβλήματος ἐπέδωσεν ἀκαρπίας δὲ καρπούς, οἱ ὁποῖοι καὶ αὐτὴν ἀναιροῦν καὶ ἐκλονίζουν ῥιζικώτερον τὰ θεμέλια τῆς νομισματικῆς ἰσορροπίας.	[994, 602, 1290, 761]
y-tick-label: 5500	[389, 725, 410, 735]
y-tick-label: 4000	[389, 797, 410, 807]
series-label: ΙΔΙΩΤΙΚΑΙ ΚΑΤΑΘΕΣΕΙΣ το 1955	[764, 1536, 900, 1546]
table-row: Ἔλλειμμα 1372	[702, 1174, 958, 1186]
chart-subtitle: (ἐξ ἰδίων διαθεσίμων)	[741, 1434, 832, 1444]
header-text: «ΕΛΕΥΘΕΡΙΑ» —ΑΝΑΣΚΟΠΗΣΙΣ ΤΩΝ ΓΕΓΟΝΟΤΩΝ ΤΟΥ 1955 — 4 Ἰανουαρίου 1956	[123, 106, 765, 124]
column-3	[686, 200, 974, 2190]
paragraph: Εἰς τὴν σημειωθεῖσαν δηλαδὴ μεταξὺ 1953 καὶ 1955 αὔξησιν τοῦ ἐθνικοῦ εἰσοδήματος ἐκ 1.506 ἑκατ. σταθερῶν δραχμῶν τοῦ 1951, ἡ μὲν ἀγροτικὴ παραγωγὴ μετέχει κατὰ 138 ἑκατ., ἤτοι κατὰ 1% περίπου ἐνῷ ὁ κλάδος τῶν ὑπηρεσιῶν χάνει 31 ἑκατ., ὁ δὲ κλάδος τῆς μεταποιήσεως (βιομηχανία - κλπ) μετέχει κατὰ 1.037 ἑκατ., ἤτοι ἀπορροφᾷ τὰ δύο τρίτα τῆς σημειωθείσης αὐξήσεως, μὲ αὔξησιν κατὰ 15% περίπου. Σημειοῦται ὅτι τὸ εἰσόδημα τῆς γεωργίας καθαρῶς ὑπολογίζεται εἰς σταθερὰς ἐπίσης τιμὰς τοῦ 1951, ηὐξήθη μεταξὺ 1953—55 κατὰ 200 ἑκατ., ἤτοι κατὰ 2% περίπου.	[78, 902, 358, 1060]
table-row: Μεταποίησις 7283 7973 8320	[80, 833, 356, 845]
national-income-table	[78, 810, 358, 895]
chart-title: ΤΙΜΑΡΙΘΜΟΙ: 100=1952	[1037, 347, 1172, 359]
table-row: Ὑπηρεσίαι 13131 12891 13107	[80, 845, 356, 857]
table-header-row: δρχ. σ/γηκα σύν.	[241, 1650, 356, 1662]
x-tick-label: Α	[873, 1652, 880, 1662]
table-row: Μεταλλεῖα 419 459 500	[80, 857, 356, 869]
series-line	[721, 1485, 965, 1529]
x-tick-label: Ο	[609, 854, 617, 864]
y-tick-label: 3500	[389, 821, 410, 831]
table-row: Πρόγραμμα 53 — 54 1200 850 2050	[80, 1662, 356, 1674]
x-tick-label: Ι	[1142, 578, 1146, 588]
x-tick-label: Δ	[653, 854, 661, 864]
paragraph: Κατὰ τὸ 1955 ἐσημειώθη ἔναντι τοῦ προηγουμένου ἔτους πρόοδος εἰς τὸν τομέα τῆς ἀνασυγκροτήσεως μόνον ὅσον ἀφορᾷ τὸ προπαρασκευαστικὸν στάδιον ὡρισμένων ἐκ τῶν μεγάλων ἔργων τοῦ προγράμματος. Εἰς τὴν ἐκτέλεσιν ὅμως ἐσημειώθη μεγαλυτέρα ἀπὸ ἔτι εἰς τὸ παρελθὸν καθυστέρησις. Ἐνῷ τὸ πρόγραμμα τοῦ οἰκονομικοῦ ἔτους 1953—54 ἐξετελέσθη κατὰ 70%, τὸ πρόγραμμα τοῦ οἰκονομικοῦ ἔτους 1954—55, τὸ ὁποῖον ἔληξε τὴν 30ὴν Ἰουνίου τοῦ διαρρεύσαντος ἔτους, ἐξετελέσθη κατὰ 58,5%, ἤτοι κατὰ τὸ ἥμισυ σχεδόν.	[78, 1410, 358, 1568]
aid-row: 1953 — 54 : 79 1955 — 56 : 53	[96, 1279, 272, 1292]
table-row: Ἀγροτικὴ παραγωγὴ 13252 12619 13390	[80, 821, 356, 833]
y-tick-label: 150	[1010, 369, 1026, 379]
paragraph: Ἡ διαθέσιμος ἐξ ὑπολοίπων καὶ νέων χορηγήσεων κατὰ τὰ τρία τελευταῖα ἔτη τοῦ προγράμματος βοήθεια ἔχει ὡς ἑξῆς (ἑκατ. δολλαρίων):	[78, 1205, 358, 1257]
x-tick-label: Μ	[1070, 578, 1079, 588]
series-label: ΚΟΣΤΟΣ ΖΩΗΣ το 1954	[1025, 458, 1124, 468]
paragraph: Κατὰ τὸ 1955 ἡ ἐξωτερικὴ οἰκονομικὴ βοήθεια ἀπέβαλεν ὁλοσχερῶς σχεδὸν τὸν χαρακτῆρα αὐτῆς ἀπὸ ἀπόψεως συμβολῆς εἰς τὴν αὔξησιν τῆς ἐθνικῆς παραγωγῆς. Εἰς τοῦτο ὀφείλεται ἀφ᾽ ἑνὸς ἡ συνεχὴς ἀπὸ ἔτους εἰς ἔτος περιορισμὸς τοῦ ὕψους της καὶ ἀφ᾽ ἑτέρου ἡ σημειωθεῖσα ῥιζικὴ μεταβολὴ εἰς τοὺς σκοποὺς διὰ τοὺς ὁποίους χορηγεῖται, ἤτοι ἀποκλειστικῶς σχεδὸν τῆς συγκράτησιν ἐντόνων πληθωριστικῶν ἐκδηλώσεων εἰς τὴν ἑλληνικὴν οἰκονομίαν.	[78, 1067, 358, 1198]
x-tick-label: Δ	[1277, 578, 1285, 588]
series-label: το 1954	[749, 1525, 782, 1535]
y-tick-label: 145	[1010, 409, 1026, 419]
y-tick-label: 135	[1010, 489, 1026, 499]
x-tick-label: Α	[1094, 578, 1101, 588]
x-tick-label: Μ	[761, 1652, 770, 1662]
paragraph: Ἡ ἐξέλιξις τοῦ ἐθνικοῦ εἰσοδήματος κατὰ τὰ τελευταῖα τρία ἔτη ἔχει, συμφώνως πρὸς τὰ στοιχεῖα τῆς ἀρμοδίας ὑπηρεσίας, ὡς ἑξῆς (εἰς ἑκατομ. σταθερῶν δραχμῶν τοῦ ἔτους 1951):	[78, 750, 358, 803]
y-tick-label: 5000	[389, 749, 410, 759]
table-row: Δαπάναι ἐξ ἀποθεματικοῦ 900	[702, 1138, 958, 1150]
intro-paragraph: Ἔτος βαθείας ἀναστατώσεως ὑπῆρξε διὰ τὴν οἰκονομίαν τῆς Ἑλλάδος τὸ 1955. Συνεσωρεύθησαν ἐφαρμοζόμεναι ταυτοχρόνως κατὰ τὴν διάρκειάν του: ἡ οἰκονομικὴ πολιτικὴ τῆς πρώτης συναγερμικῆς κυβερνήσεως — ἡ πολιτικὴ τῆς ὑποτιμήσεως, ἡ παρεμβατικὴ οἰκονομικὴ πολιτικὴ τῆς δευτέρας συναγερμικῆς κυβερνήσεως, ἡ «διαφοροποιηθεῖσα» ἔναντι τῶν προηγουμένων οἰκονομικὴ πολιτικὴ τῆς τρίτης συναγερμικῆς κυβερνήσεως — ἡ πολιτικὴ τοῦ ἐρεθισμοῦ καὶ ἡ οἰκονομικὴ πολιτικὴ τῆς τετάρτης συναγερμικῆς κυβερνήσεως — ἡ ἀσκουμένη ὅλας τὰς προηγουμένας. Ἀποτέλεσμα τῆς ἐμπλοκῆς καὶ ἀλληλοσυγκρούσεως τῶν ὑπῆρξαν: ἡ μετάβασις ἀπὸ τῆς ἐλευθερίας τῶν εἰσαγωγῶν εἰς δραστικοὺς ἐμμέσους περιορισμούς, αἱ ἀλλεπάλληλοι κρίσεις πιστωτικῆς στειρότητος, ἡ διεύρυνσις τοῦ δημοσιονομικοῦ χάσματος, ἡ ὑπαιτικὴ ἐφαρμογὴ τοῦ «προγράμματος ἀνασυγκροτήσεως», ἡ ἐκδήλωσις ἐντονωτάτων πληθωριστικῶν φαινομένων. Συνέπειαι ὅμως συνεχίσθη καὶ κατὰ τὸ διαρρεῦσαν ἔτος ἡ ἀσκηθεῖσα οἰκονομικὴ πολιτικὴ εἰς δύο ἄλλας ἐπιδιώξεις: Τὴν αὔξησιν τῆς φορολογίας καὶ τὴν καθήλωσιν τῶν μισθῶν.	[78, 200, 358, 516]
y-tick-label: 140	[1010, 449, 1026, 459]
paragraph: Ὁ προϋπολογισμὸς 1955—56, κατατεθεὶς μόλις εἰς τὰ τέλη τοῦ παρελθόντος ἔτους, εἶναι μὲ ἀποδεκτὸν ἀπὸ τοῦ μέσου ἀκόμη τοῦ 1956 ἐλλειμματικός, ὅπως ἐμφαίνεται ἐκ τῶν ἑξῆς (τὰ ποσὰ εἰς ἑκατ. νέων δραχμῶν):	[686, 1054, 974, 1120]
section-title-public-finance: ΔΗΜΟΣΙΑ ΟΙΚΟΝΟΜΙΚΑ	[740, 367, 920, 383]
y-tick-label: 3000	[389, 845, 410, 855]
price-index-chart	[994, 343, 1290, 595]
